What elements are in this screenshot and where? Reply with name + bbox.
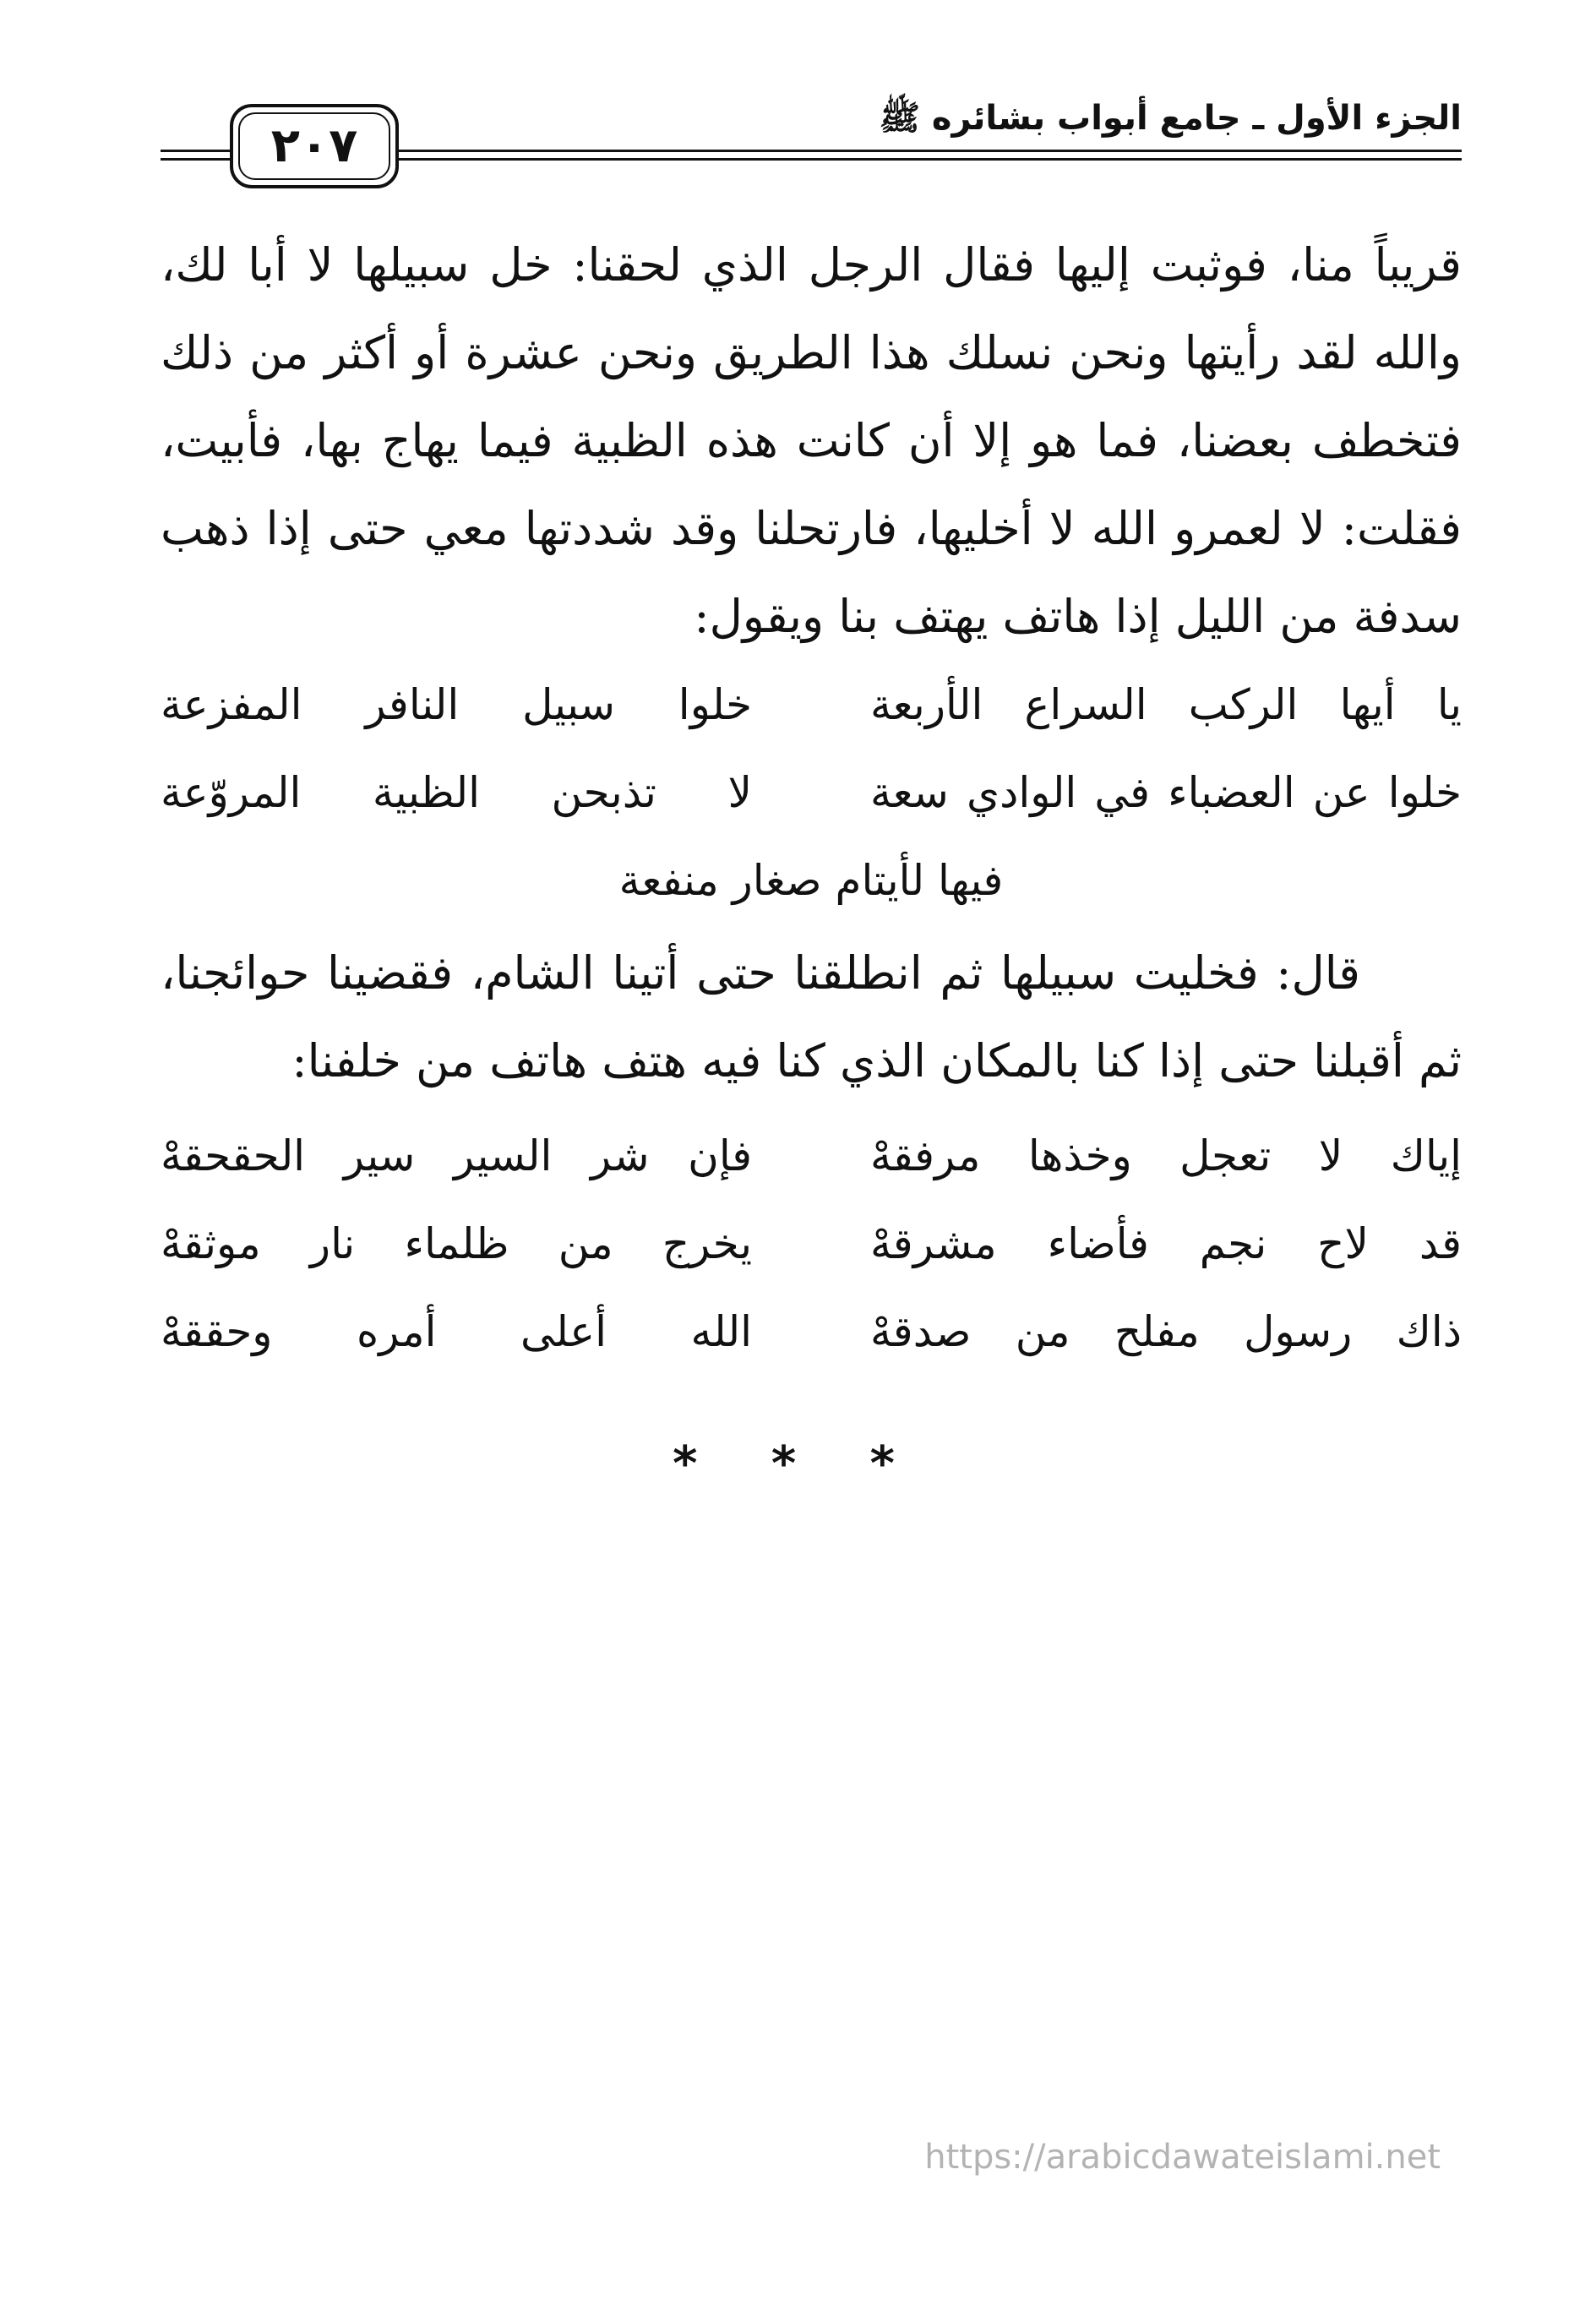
text-line: سدفة من الليل إذا هاتف يهتف بنا ويقول: [694,590,1462,643]
verse-second-hemistich: لا تذبحن الظبية المروّعة [161,768,752,817]
poem-1 [161,661,1462,924]
verse-second-hemistich: خلوا سبيل النافر المفزعة [161,680,752,729]
paragraph-1 [161,221,1462,661]
watermark-url: https://arabicdawateislami.net [924,2138,1441,2177]
text-line: فتخطف بعضنا، فما هو إلا أن كانت هذه الظبية فيما يهاج بها، فأبيت، [161,414,1462,467]
paragraph-2 [161,929,1462,1105]
text-line: قريباً منا، فوثبت إليها فقال الرجل الذي لحقنا: خل سبيلها لا أبا لك، [161,238,1462,292]
poem-verse [161,1112,1462,1200]
verse-second-hemistich: فإن شر السير سير الحقحقهْ [161,1131,752,1180]
text-line: فقلت: لا لعمرو الله لا أخليها، فارتحلنا وقد شددتها معي حتى إذا ذهب [161,502,1462,555]
text-line: ثم أقبلنا حتى إذا كنا بالمكان الذي كنا فيه هتف هاتف من خلفنا: [291,1034,1462,1087]
verse-first-hemistich: قد لاح نجم فأضاء مشرقهْ [870,1219,1462,1268]
verse-first-hemistich: يا أيها الركب السراع الأربعة [870,680,1462,729]
page-header [161,89,1462,199]
poem-verse [161,1200,1462,1288]
poem-verse [161,661,1462,749]
poem-2 [161,1112,1462,1376]
verse-second-hemistich: الله أعلى أمره وحققهْ [161,1307,752,1356]
text-line: والله لقد رأيتها ونحن نسلك هذا الطريق ونحن عشرة أو أكثر من ذلك [161,326,1462,379]
verse-first-hemistich: خلوا عن العضباء في الوادي سعة [870,768,1462,817]
poem-verse [161,749,1462,837]
text-line: قال: فخليت سبيلها ثم انطلقنا حتى أتينا الشام، فقضينا حوائجنا، [161,946,1360,1000]
page-number-frame [230,104,399,188]
running-title: الجزء الأول ـ جامع أبواب بشائره ﷺ [864,97,1462,146]
verse-first-hemistich: ذاك رسول مفلح من صدقهْ [870,1307,1462,1356]
section-separator: * * * [673,1436,923,1491]
poem-verse [161,1288,1462,1376]
verse-second-hemistich: يخرج من ظلماء نار موثقهْ [161,1219,752,1268]
verse-first-hemistich: إياك لا تعجل وخذها مرفقهْ [870,1131,1462,1180]
page-number: ٢٠٧ [238,112,390,180]
poem-closing-verse: فيها لأيتام صغار منفعة [618,856,1004,905]
